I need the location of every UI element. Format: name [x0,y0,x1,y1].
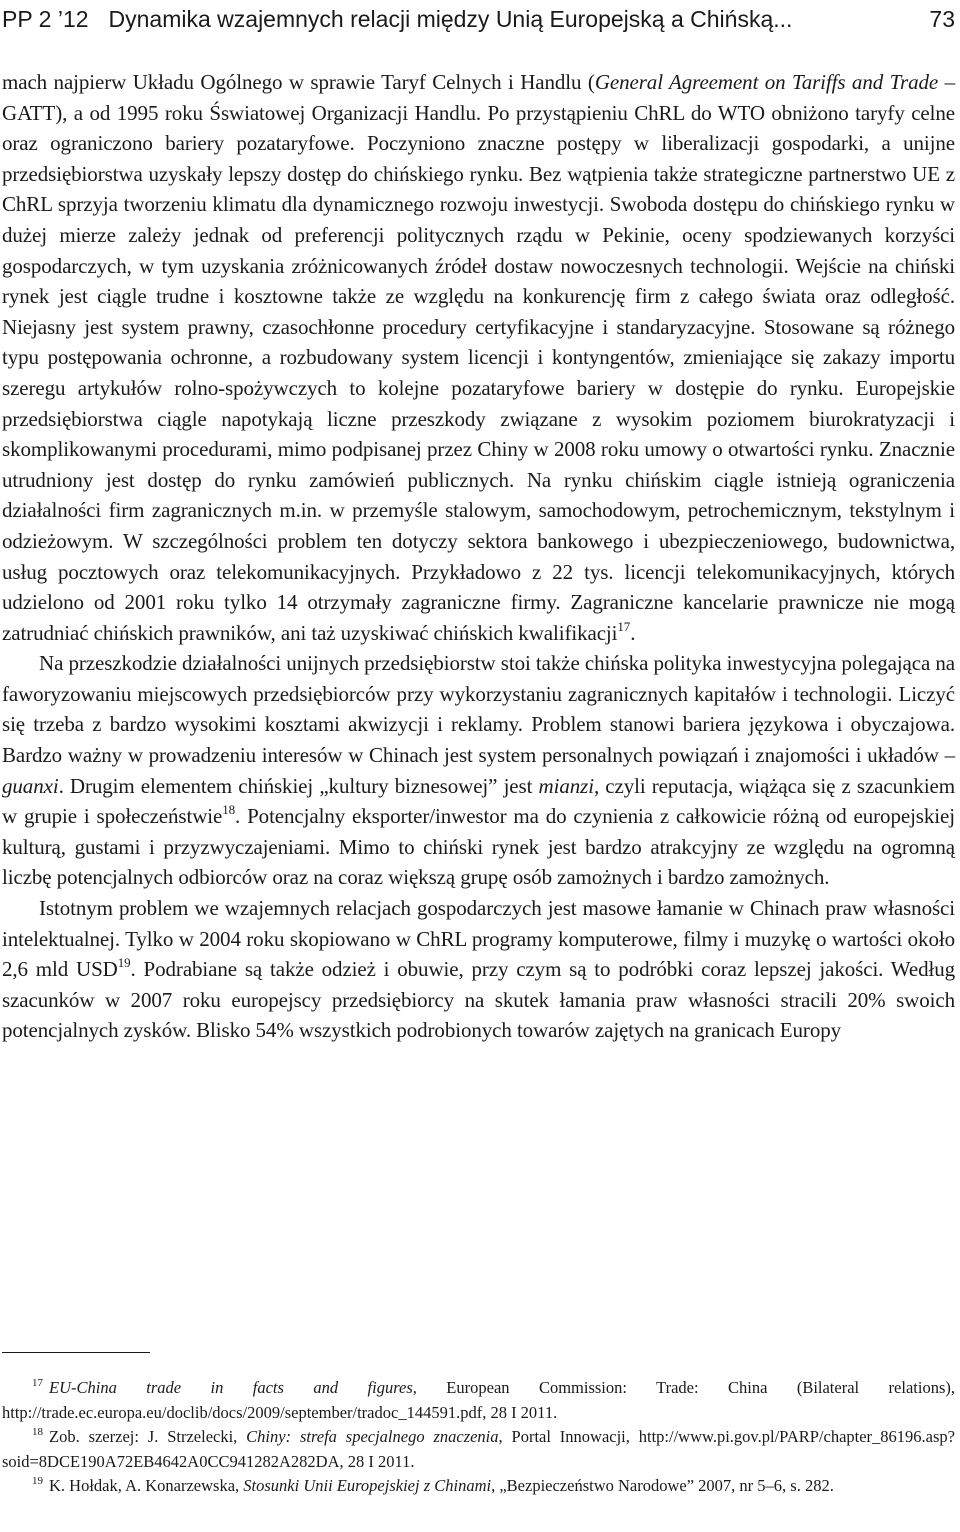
footnote-title: Chiny: strefa specjalnego znaczenia [246,1427,499,1446]
footnote-text: , European Commission: Trade: China (Bilateral relations), http://trade.ec.europa.eu/doclib/docs/2009/september/tradoc_144591.pdf, 28 I 2011. [2,1378,955,1422]
body-text [2,67,955,1046]
footnote-text: , Portal Innowacji, http://www.pi.gov.pl/PARP/chapter_86196.asp?soid=8DCE190A72EB4642A0CC941282A282DA, 28 I 2011. [2,1427,955,1471]
footnote-19 [2,1474,955,1499]
footnote-ref-17[interactable]: 17 [617,618,631,634]
text-run: . Drugim elementem chińskiej „kultury biznesowej” jest [58,773,539,798]
text-run: Istotnym problem we wzajemnych relacjach gospodarczych jest masowe łamanie w Chinach praw własności intelektualnej. Tylko w 2004 roku skopiowano w ChRL programy komputerowe, filmy i muzykę o wartości około 2,6 mld USD [2,896,955,982]
text-run: . [630,620,636,645]
page-number: 73 [929,5,955,32]
text-run: . Potencjalny eksporter/inwestor ma do czynienia z całkowicie różną od europejskiej kulturą, gustami i przyzwyczajeniami. Mimo to chiński rynek jest bardzo atrakcyjny ze względu na ogromną liczbę potencjalnych odbiorców oraz na coraz większą grupę osób zamożnych i bardzo zamożnych. [2,804,955,890]
italic-term: General Agreement on Tariffs and Trade [594,70,939,94]
italic-term: guanxi [2,773,59,798]
footnote-title: Stosunki Unii Europejskiej z Chinami [243,1476,492,1495]
footnote-number: 17 [32,1377,43,1389]
text-run: . Podrabiane są także odzież i obuwie, przy czym są to podróbki coraz lepszej jakości. Według szacunków w 2007 roku europejscy przedsiębiorcy na skutek łamania praw własności stracili 20% swoich potencjalnych zysków. Blisko 54% wszystkich podrobionych towarów zajętych na granicach Europy [2,957,955,1043]
footnote-18 [2,1425,955,1474]
footnote-ref-19[interactable]: 19 [117,955,131,971]
footnotes [2,1376,955,1499]
italic-term: mianzi [538,773,594,798]
paragraph-3 [2,893,955,1046]
footnote-title: EU-China trade in facts and figures [49,1378,413,1397]
footnote-text: , „Bezpieczeństwo Narodowe” 2007, nr 5–6, s. 282. [491,1476,834,1495]
footnote-prefix: K. Hołdak, A. Konarzewska, [49,1476,244,1495]
text-run: – GATT), a od 1995 roku Śswiatowej Organizacji Handlu. Po przystąpieniu ChRL do WTO obniżono taryfy celne oraz ograniczono bariery pozataryfowe. Poczyniono znaczne postępy w liberalizacji gospodarki, a unijne przedsiębiorstwa uzyskały lepszy dostęp do chińskiego rynku. Bez wątpienia także strategiczne partnerstwo UE z ChRL sprzyja tworzeniu klimatu dla dynamicznego rozwoju inwestycji. Swoboda dostępu do chińskiego rynku w dużej mierze zależy jednak od preferencji politycznych rządu w Pekinie, oceny spodziewanych korzyści gospodarczych, w tym uzyskania zróżnicowanych źródeł dostaw nowoczesnych technologii. Wejście na chiński rynek jest ciągle trudne i kosztowne także ze względu na konkurencję firm z całego świata oraz odległość. Niejasny jest system prawny, czasochłonne procedury certyfikacyjne i standaryzacyjne. Stosowane są różnego typu postępowania ochronne, a rozbudowany system licencji i kontyngentów, zmieniające się zakazy importu szeregu artykułów rolno-spożywczych to kolejne pozataryfowe bariery w dostępie do rynku. Europejskie przedsiębiorstwa ciągle napotykają liczne przeszkody związane z wysokim poziomem biurokratyzacji i skomplikowanymi procedurami, mimo podpisanej przez Chiny w 2008 roku umowy o otwartości rynku. Znacznie utrudniony jest dostęp do rynku zamówień publicznych. Na rynku chińskim ciągle istnieją ograniczenia działalności firm zagranicznych m.in. w przemyśle stalowym, samochodowym, petrochemicznym, tekstylnym i odzieżowym. W szczególności problem ten dotyczy sektora bankowego i ubezpieczeniowego, budownictwa, usług pocztowych oraz telekomunikacyjnych. Przykładowo z 22 tys. licencji telekomunikacyjnych, których udzielono od 2001 roku tylko 14 otrzymały zagraniczne firmy. Zagraniczne kancelarie prawnicze nie mogą zatrudniać chińskich prawników, ani taż uzyskiwać chińskich kwalifikacji [2,70,955,645]
footnote-ref-18[interactable]: 18 [222,802,236,818]
journal-issue: PP 2 ’12 [2,5,89,32]
paragraph-1 [2,67,955,648]
footnote-17 [2,1376,955,1425]
text-run: mach najpierw Układu Ogólnego w sprawie Taryf Celnych i Handlu ( [2,70,595,94]
running-header [2,0,955,38]
text-run: , czyli reputacja, wiążąca się z szacunkiem w grupie i społeczeństwie [2,773,956,829]
footnote-prefix: Zob. szerzej: J. Strzelecki, [49,1427,247,1446]
paragraph-2 [2,648,955,893]
footnote-number: 19 [32,1475,43,1487]
running-title: Dynamika wzajemnych relacji między Unią Europejską a Chińską... [108,5,793,32]
text-run: Na przeszkodzie działalności unijnych przedsiębiorstw stoi także chińska polityka inwestycyjna polegająca na faworyzowaniu miejscowych przedsiębiorców przy wykorzystaniu zagranicznych kapitałów i technologii. Liczyć się trzeba z bardzo wysokimi kosztami akwizycji i reklamy. Problem stanowi bariera językowa i obyczajowa. Bardzo ważny w prowadzeniu interesów w Chinach jest system personalnych powiązań i znajomości i układów – [2,651,955,768]
footnote-number: 18 [32,1426,43,1438]
footnote-divider [2,1352,150,1353]
